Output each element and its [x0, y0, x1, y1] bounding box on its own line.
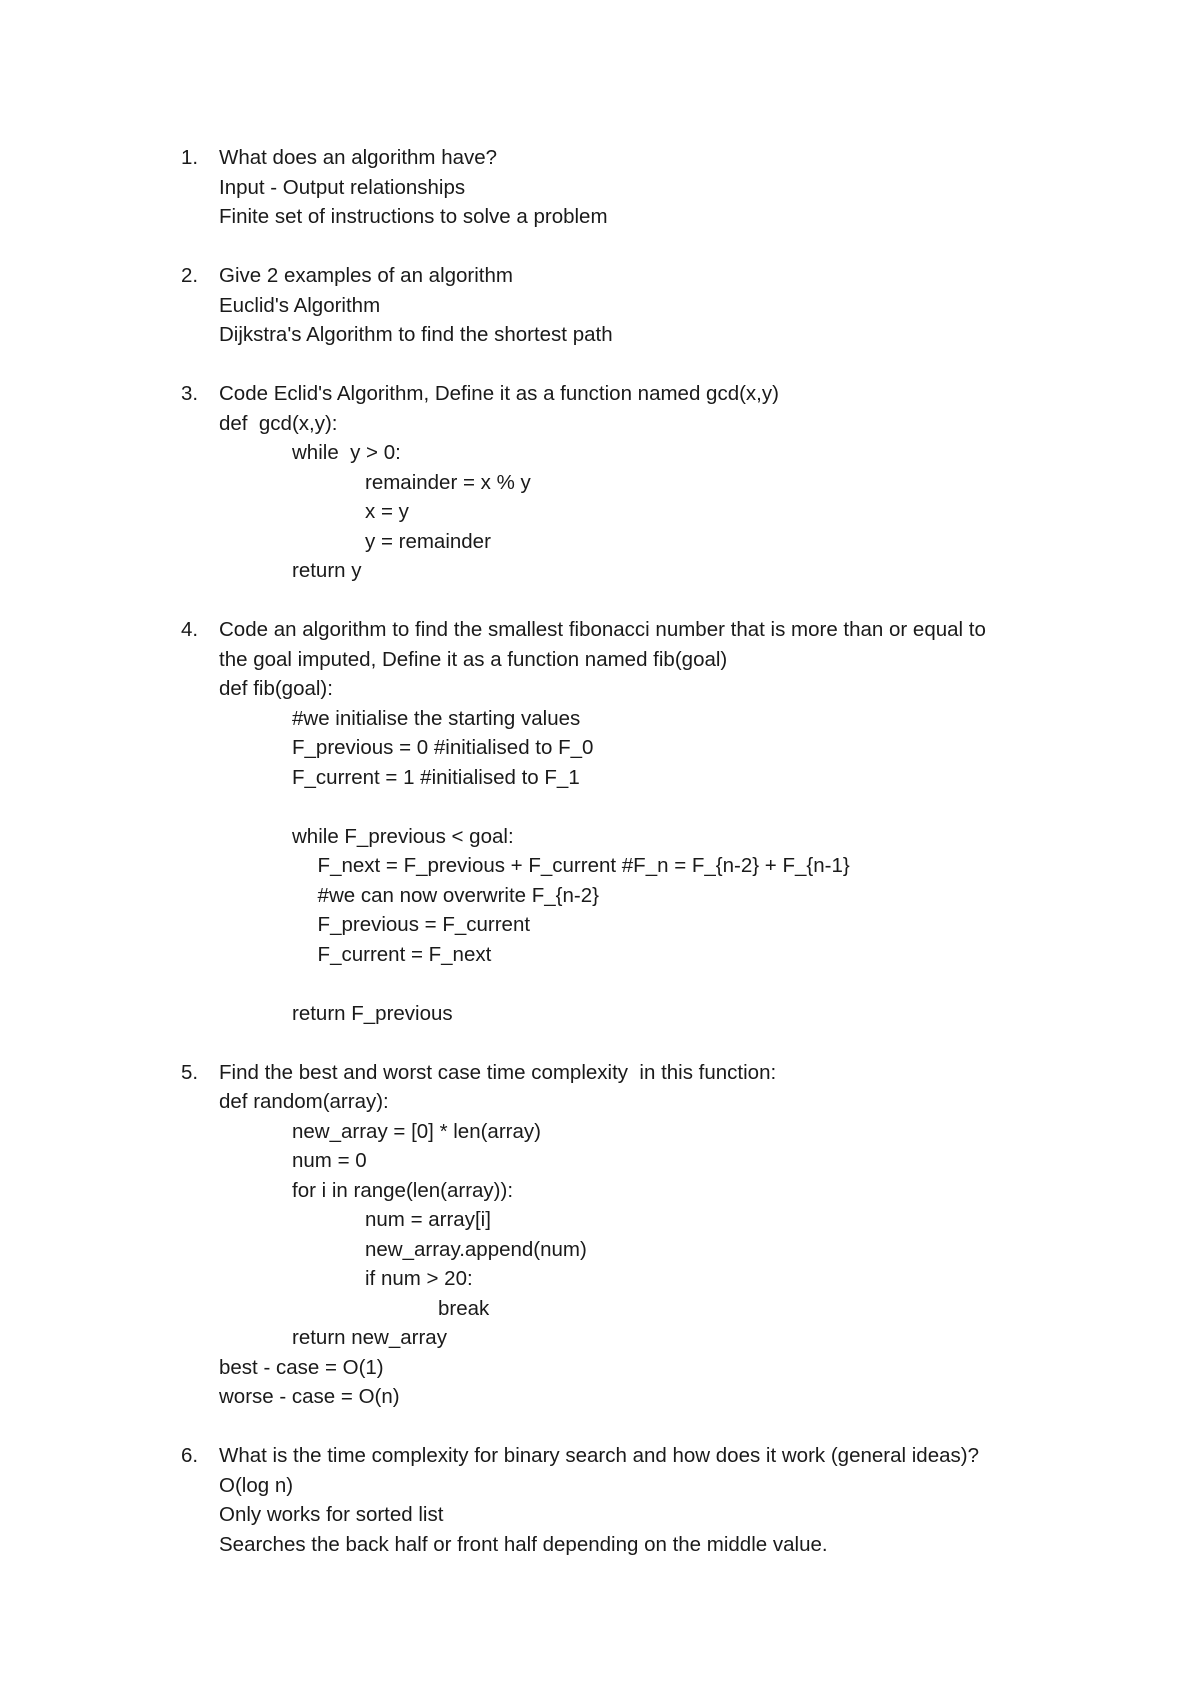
answer-line [0, 1353, 1200, 1383]
answer-line [0, 1382, 1200, 1412]
line-text: remainder = x % y [365, 470, 531, 494]
question-text [0, 143, 1200, 173]
blank-line [0, 792, 1200, 822]
line-text: Only works for sorted list [219, 1503, 444, 1526]
question-list [0, 143, 1200, 1589]
line-text: F_next = F_previous + F_current #F_n = F_{n-2} + F_{n-1} [317, 854, 850, 877]
line-text: num = 0 [292, 1149, 367, 1172]
line-text: while F_previous < goal: [292, 824, 514, 848]
line-text: Code an algorithm to find the smallest fibonacci number that is more than or equal to [219, 618, 986, 641]
answer-line [0, 704, 1200, 734]
line-text: F_current = F_next [317, 942, 492, 966]
line-text: x = y [365, 500, 409, 523]
line-text: F_current = 1 #initialised to F_1 [292, 765, 580, 789]
line-text: Euclid's Algorithm [219, 293, 381, 317]
line-text: best - case = O(1) [219, 1355, 384, 1379]
question-number: 3. [181, 382, 199, 405]
question-number: 6. [181, 1444, 199, 1467]
question-text [0, 1058, 1200, 1088]
answer-line [0, 1087, 1200, 1117]
answer-line [0, 320, 1200, 350]
question-text [0, 1441, 1200, 1471]
line-text: return y [292, 559, 362, 582]
line-text: Input - Output relationships [219, 175, 466, 199]
line-text: #we initialise the starting values [292, 706, 581, 730]
question-number: 1. [181, 146, 199, 169]
answer-line [0, 1205, 1200, 1235]
line-text: Code Eclid's Algorithm, Define it as a function named gcd(x,y) [219, 382, 779, 405]
question-number: 2. [181, 264, 199, 287]
blank-line [0, 969, 1200, 999]
line-text: Find the best and worst case time complexity in this function: [219, 1060, 777, 1084]
answer-line [0, 1117, 1200, 1147]
answer-line [0, 1294, 1200, 1324]
line-text: new_array = [0] * len(array) [292, 1119, 541, 1143]
answer-line [0, 497, 1200, 527]
answer-line [0, 202, 1200, 232]
answer-line [0, 1146, 1200, 1176]
answer-line [0, 527, 1200, 557]
line-text: F_previous = F_current [317, 913, 531, 936]
line-text: num = array[i] [365, 1208, 491, 1231]
answer-line [0, 1500, 1200, 1530]
line-text: if num > 20: [365, 1267, 473, 1290]
line-text: def random(array): [219, 1090, 389, 1113]
line-text: F_previous = 0 #initialised to F_0 [292, 736, 594, 759]
answer-line [0, 1176, 1200, 1206]
line-text: for i in range(len(array)): [292, 1178, 514, 1202]
line-text: break [438, 1296, 490, 1320]
line-text: Give 2 examples of an algorithm [219, 264, 513, 287]
line-text: O(log n) [219, 1473, 294, 1497]
line-text: worse - case = O(n) [219, 1385, 400, 1408]
line-text: y = remainder [365, 529, 491, 553]
line-text: def gcd(x,y): [219, 411, 338, 435]
answer-line [0, 645, 1200, 675]
question-item [0, 379, 1200, 586]
line-text: while y > 0: [292, 441, 401, 464]
answer-line [0, 1323, 1200, 1353]
answer-line [0, 1264, 1200, 1294]
answer-line [0, 822, 1200, 852]
answer-line [0, 556, 1200, 586]
answer-line [0, 1235, 1200, 1265]
answer-line [0, 999, 1200, 1029]
line-text: return new_array [292, 1326, 447, 1349]
answer-line [0, 910, 1200, 940]
answer-line [0, 733, 1200, 763]
question-item [0, 1441, 1200, 1559]
answer-line [0, 291, 1200, 321]
question-text [0, 379, 1200, 409]
line-text: return F_previous [292, 1001, 453, 1025]
line-text: Dijkstra's Algorithm to find the shortest path [219, 323, 613, 346]
answer-line [0, 438, 1200, 468]
answer-line [0, 468, 1200, 498]
question-number: 4. [181, 618, 199, 641]
answer-line [0, 1530, 1200, 1560]
line-text: new_array.append(num) [365, 1237, 587, 1261]
answer-line [0, 881, 1200, 911]
question-number: 5. [181, 1060, 199, 1084]
answer-line [0, 940, 1200, 970]
line-text: Searches the back half or front half depending on the middle value. [219, 1532, 828, 1556]
line-text: What does an algorithm have? [219, 146, 498, 169]
question-item [0, 261, 1200, 350]
answer-line [0, 674, 1200, 704]
line-text: #we can now overwrite F_{n-2} [317, 883, 600, 907]
answer-line [0, 173, 1200, 203]
answer-line [0, 409, 1200, 439]
question-item [0, 1058, 1200, 1412]
answer-line [0, 1471, 1200, 1501]
line-text: the goal imputed, Define it as a function named fib(goal) [219, 647, 728, 671]
answer-line [0, 763, 1200, 793]
answer-line [0, 851, 1200, 881]
question-item [0, 143, 1200, 232]
question-text [0, 615, 1200, 645]
line-text: Finite set of instructions to solve a problem [219, 205, 608, 228]
line-text: What is the time complexity for binary search and how does it work (general ideas)? [219, 1444, 979, 1467]
question-item [0, 615, 1200, 1028]
question-text [0, 261, 1200, 291]
line-text: def fib(goal): [219, 677, 333, 700]
